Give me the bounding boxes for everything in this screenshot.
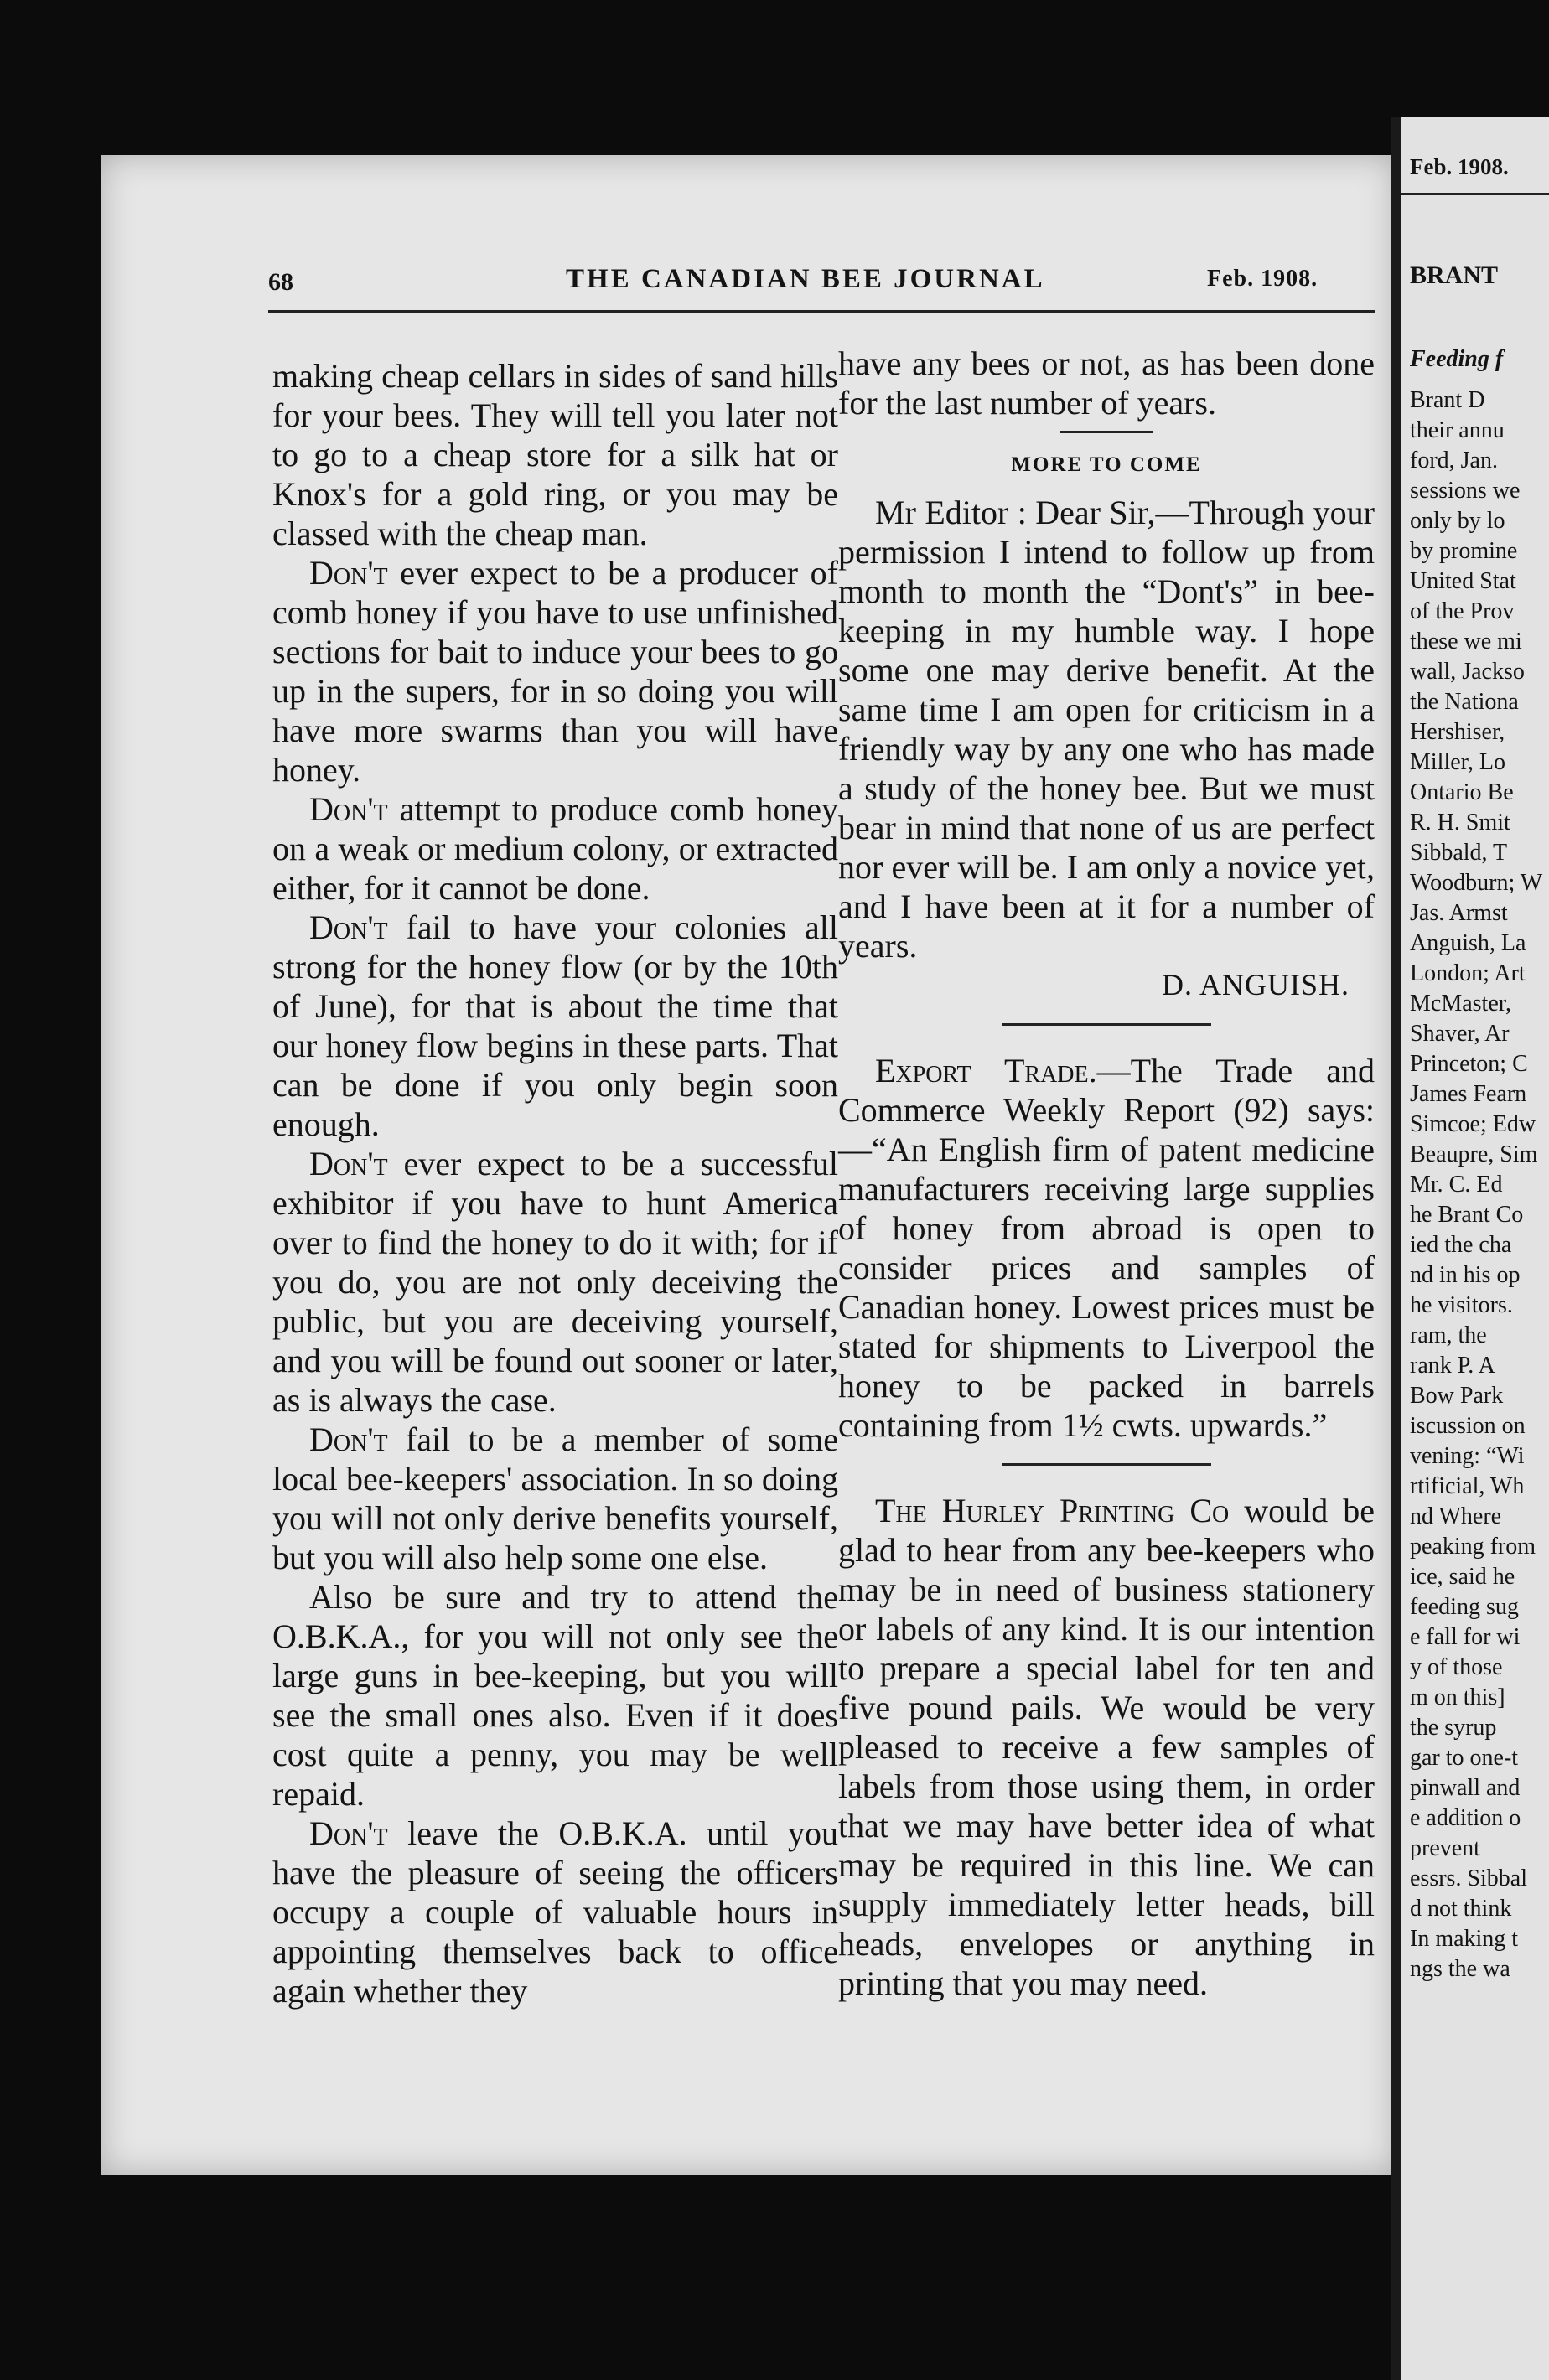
facing-page-line: nd Where [1410,1503,1502,1529]
dont-lead: Don't [309,554,388,592]
facing-page-line: wall, Jackso [1410,659,1525,685]
facing-page-line: ied the cha [1410,1232,1512,1258]
paragraph [272,1144,838,1420]
paragraph [272,553,838,789]
dont-lead: Don't [309,790,388,828]
lead-caps: Export Trade. [875,1052,1097,1089]
facing-page-line: m on this] [1410,1684,1505,1710]
facing-page-date: Feb. 1908. [1410,154,1509,179]
facing-page-line: only by lo [1410,508,1505,534]
left-column [272,356,838,2010]
paragraph [838,1051,1375,1445]
facing-page-line: Woodburn; W [1410,870,1543,896]
facing-page-line: sessions we [1410,478,1521,504]
paragraph [272,789,838,908]
signature: D. ANGUISH. [1161,968,1350,1001]
paragraph-text: ever expect to be a producer of comb honey if you have to use unfinished sections for bait to induce your bees to go up in the supers, for in so doing you will have more swarms than you will have honey. [272,554,838,789]
facing-page-line: James Fearn [1410,1081,1527,1107]
right-column [838,344,1375,2003]
facing-page-line: Bow Park [1410,1383,1504,1409]
dont-lead: Don't [309,1420,388,1458]
facing-page-line: Miller, Lo [1410,749,1505,775]
facing-page-line: their annu [1410,417,1505,443]
facing-page-line: the Nationa [1410,689,1519,715]
dont-lead: Don't [309,1814,388,1852]
facing-page-line: vening: “Wi [1410,1443,1525,1469]
facing-page-line: Shaver, Ar [1410,1021,1510,1047]
facing-page-line: Simcoe; Edw [1410,1111,1536,1137]
journal-page [101,155,1396,2175]
section-heading: MORE TO COME [1011,453,1202,476]
facing-page-line: Ontario Be [1410,779,1514,805]
facing-page-line: he visitors. [1410,1292,1513,1318]
facing-page-line: McMaster, [1410,991,1511,1017]
issue-date: Feb. 1908. [1207,266,1318,292]
facing-page-line: these we mi [1410,629,1522,654]
facing-page-line: essrs. Sibbal [1410,1865,1527,1891]
facing-page-title: BRANT [1410,261,1499,289]
facing-page-line: nd in his op [1410,1262,1521,1288]
paragraph-text: fail to be a member of some local bee-keepers' association. In so doing you will not only derive benefits yourself, but you will also help some one else. [272,1420,838,1576]
header-rule [1401,193,1549,195]
facing-page-line: Anguish, La [1410,930,1526,956]
facing-page-subtitle: Feeding f [1410,346,1504,372]
facing-page-line: the syrup [1410,1715,1497,1741]
page-number: 68 [268,268,293,296]
facing-page-line: e addition o [1410,1805,1521,1831]
facing-page-line: prevent [1410,1835,1480,1861]
facing-page-line: rank P. A [1410,1353,1495,1379]
paragraph-text: —The Trade and Commerce Weekly Report (92) says:—“An English firm of patent medicine manufacturers receiving large supplies of honey from abroad is open to consider prices and samples of Canadian honey. Lowest prices must be stated for shipments to Liverpool the honey to be packed in barrels containing from 1½ cwts. upwards.” [838,1052,1375,1444]
paragraph-text: attempt to produce comb honey on a weak or medium colony, or extracted either, for it cannot be done. [272,790,838,907]
paragraph: have any bees or not, as has been done for the last number of years. [838,344,1375,422]
facing-page-line: ford, Jan. [1410,448,1498,473]
facing-page-line: feeding sug [1410,1594,1519,1620]
paragraph-text: ever expect to be a successful exhibitor if you have to hunt America over to find the honey to do it with; for if you do, you are not only deceiving the public, but you are deceiving yourself, and you will be found out sooner or later, as is always the case. [272,1145,838,1419]
divider [1060,431,1153,433]
paragraph: making cheap cellars in sides of sand hills for your bees. They will tell you later not to go to a cheap store for a silk hat or Knox's for a gold ring, or you may be classed with the cheap man. [272,357,838,552]
facing-page-line: y of those [1410,1654,1503,1680]
letter-body: Mr Editor : Dear Sir,—Through your permission I intend to follow up from month to month the “Dont's” in bee-keeping in my humble way. I hope some one may derive benefit. At the same time I am open for criticism in a friendly way by any one who has made a study of the honey bee. But we must bear in mind that none of us are perfect nor ever will be. I am only a novice yet, and I have been at it for a number of years. [838,494,1375,965]
facing-page-line: he Brant Co [1410,1202,1524,1228]
facing-page-line: Brant D [1410,387,1485,413]
running-header [101,256,1396,306]
facing-page-line: Mr. C. Ed [1410,1172,1503,1198]
facing-page-line: rtificial, Wh [1410,1473,1525,1499]
paragraph [272,908,838,1144]
paragraph-text: leave the O.B.K.A. until you have the pleasure of seeing the officers occupy a couple of valuable hours in appointing themselves back to office again whether they [272,1814,838,2010]
facing-page-line: R. H. Smit [1410,810,1510,836]
facing-page-line: ngs the wa [1410,1956,1510,1982]
facing-page-line: peaking from [1410,1534,1536,1560]
facing-page-line: Beaupre, Sim [1410,1141,1538,1167]
facing-page-line: ram, the [1410,1322,1487,1348]
paragraph [272,1813,838,2010]
facing-page-line: pinwall and [1410,1775,1521,1801]
dont-lead: Don't [309,908,388,946]
facing-page-line: gar to one-t [1410,1745,1519,1771]
paragraph [838,1491,1375,2003]
paragraph-text: fail to have your colonies all strong for the honey flow (or by the 10th of June), for that is about the time that our honey flow begins in these parts. That can be done if you only begin soon enough. [272,908,838,1143]
paragraph: Also be sure and try to attend the O.B.K.A., for you will not only see the large guns in bee-keeping, but you will see the small ones also. Even if it does cost quite a penny, you may be well repaid. [272,1578,838,1813]
facing-page-line: by promine [1410,538,1518,564]
facing-page-line: Hershiser, [1410,719,1505,745]
facing-page-line: d not think [1410,1896,1512,1922]
facing-page-line: e fall for wi [1410,1624,1521,1650]
facing-page-line: Jas. Armst [1410,900,1508,926]
paragraph [272,1420,838,1577]
facing-page-line: London; Art [1410,960,1526,986]
paragraph-text: would be glad to hear from any bee-keepers who may be in need of business stationery or labels of any kind. It is our intention to prepare a special label for ten and five pound pails. We would be very pleased to receive a few samples of labels from those using them, in order that we may have better idea of what may be required in this line. We can supply immediately letter heads, bill heads, envelopes or anything in printing that you may need. [838,1492,1375,2002]
facing-page-line: United Stat [1410,568,1516,594]
facing-page-fragment [1391,117,1549,2380]
lead-caps: The Hurley Printing Co [875,1492,1230,1529]
facing-page-line: of the Prov [1410,598,1515,624]
facing-page-line: Sibbald, T [1410,840,1508,866]
journal-title: THE CANADIAN BEE JOURNAL [566,264,1045,294]
header-rule [268,310,1375,313]
dont-lead: Don't [309,1145,388,1182]
divider [1002,1023,1211,1026]
facing-page-text [1410,385,1542,1984]
facing-page-line: In making t [1410,1926,1519,1952]
facing-page-line: ice, said he [1410,1564,1515,1590]
facing-page-line: Princeton; C [1410,1051,1528,1077]
divider [1002,1463,1211,1466]
facing-page-line: iscussion on [1410,1413,1526,1439]
